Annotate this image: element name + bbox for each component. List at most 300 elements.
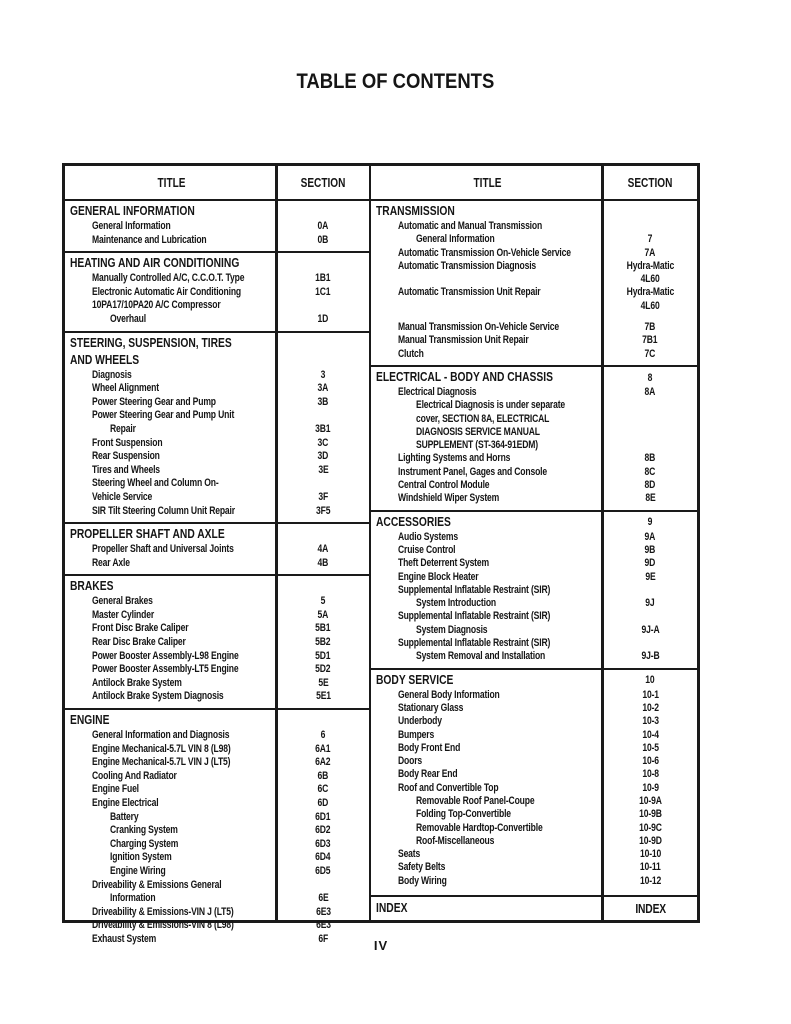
entry-title-cell <box>65 382 278 396</box>
entry-section-code: 3B1 <box>315 422 331 435</box>
entry-section-code: 10-8 <box>641 768 659 781</box>
entry-section-cell <box>278 543 370 557</box>
entry-title: Removable Hardtop-Convertible <box>416 821 543 834</box>
section-heading-line <box>70 203 278 220</box>
entry-title-cell <box>371 650 604 663</box>
entry-title-cell <box>65 770 278 784</box>
entry-section-code: 6D <box>317 797 329 809</box>
entry-section-code: 7C <box>644 347 656 360</box>
toc-entry-row <box>371 597 697 610</box>
entry-title: Rear Disc Brake Caliper <box>92 636 186 649</box>
entry-section-code: 10-12 <box>639 874 661 887</box>
entry-title-cell <box>371 715 604 728</box>
entry-title-cell <box>65 450 278 464</box>
entry-title-cell <box>65 313 278 327</box>
toc-entry-row <box>371 650 697 663</box>
entry-title-cell <box>371 571 604 584</box>
section-heading: GENERAL INFORMATION <box>70 203 195 218</box>
toc-entry-row <box>65 650 369 664</box>
entry-section-code: 4A <box>317 543 329 556</box>
entry-section-code: 6E3 <box>315 919 331 932</box>
entry-title: Front Disc Brake Caliper <box>92 622 189 635</box>
entry-section-cell <box>278 557 370 571</box>
toc-entry-row <box>371 624 697 637</box>
entry-section-cell <box>604 399 698 412</box>
toc-entry-row <box>371 729 697 742</box>
entry-title-cell <box>371 584 604 597</box>
entry-title-cell <box>65 491 278 505</box>
entry-section-cell <box>278 396 370 410</box>
entry-title: Roof-Miscellaneous <box>416 834 495 847</box>
entry-section-cell <box>278 609 370 623</box>
entry-section-code: 8A <box>644 385 656 398</box>
entry-title-cell <box>371 334 604 347</box>
toc-entry-row <box>65 396 369 410</box>
section-heading: AND WHEELS <box>70 351 140 367</box>
entry-title-cell <box>65 663 278 677</box>
toc-entry-row <box>371 875 697 888</box>
section-heading-code-cell <box>604 516 698 530</box>
entry-title: Engine Mechanical-5.7L VIN J (LT5) <box>92 756 231 769</box>
entry-section-code: 10-9C <box>638 821 662 834</box>
entry-title: Safety Belts <box>398 861 446 874</box>
entry-title-cell <box>65 650 278 664</box>
entry-title-cell <box>371 452 604 465</box>
toc-entry-row <box>371 220 697 233</box>
entry-title: Automatic Transmission Diagnosis <box>398 259 537 272</box>
entry-title: Cooling And Radiator <box>92 769 177 782</box>
toc-entry-row <box>371 689 697 702</box>
right-column-header-row <box>371 166 697 201</box>
toc-entry-row <box>371 848 697 861</box>
entry-title: General Brakes <box>92 595 153 608</box>
section-heading-cell <box>65 526 278 543</box>
entry-title-cell <box>65 919 278 933</box>
entry-section-code: 3B <box>317 395 329 408</box>
entry-section-cell <box>604 273 698 286</box>
entry-title: System Diagnosis <box>416 623 488 636</box>
entry-title: Seats <box>398 848 421 861</box>
toc-entry-row <box>371 835 697 848</box>
entry-title: General Information <box>416 233 495 246</box>
toc-entry-row <box>65 663 369 677</box>
toc-entry-row <box>65 543 369 557</box>
entry-section-cell <box>278 477 370 491</box>
left-section-header-cell <box>278 176 370 190</box>
entry-title-cell <box>65 783 278 797</box>
entry-title: Electrical Diagnosis <box>398 385 477 398</box>
entry-title-cell <box>65 543 278 557</box>
entry-section-cell <box>604 321 698 334</box>
section-heading-line <box>70 712 278 729</box>
entry-title: SIR Tilt Steering Column Unit Repair <box>92 504 235 517</box>
section-header: SECTION <box>627 175 673 190</box>
entry-title-cell <box>371 702 604 715</box>
entry-section-code: 3D <box>317 450 329 463</box>
entry-section-code: 5D2 <box>315 663 331 676</box>
entry-title: Engine Block Heater <box>398 570 479 583</box>
entry-title: Supplemental Inflatable Restraint (SIR) <box>398 637 551 650</box>
entry-title-cell <box>65 409 278 423</box>
entry-title-cell <box>371 479 604 492</box>
entry-title: Instrument Panel, Gages and Console <box>398 465 548 478</box>
section-block <box>371 512 697 670</box>
section-heading-code-cell <box>604 372 698 386</box>
section-block <box>65 524 369 576</box>
entry-title-cell <box>371 795 604 808</box>
entry-section-cell <box>278 423 370 437</box>
entry-section-cell <box>278 690 370 704</box>
entry-section-cell <box>604 861 698 874</box>
entry-title: Charging System <box>110 837 179 850</box>
entry-section-cell <box>278 783 370 797</box>
entry-title-cell <box>65 595 278 609</box>
entry-section-code: 10-3 <box>641 715 659 728</box>
toc-entry-row <box>371 321 697 334</box>
title-header: TITLE <box>157 175 186 190</box>
entry-section-code: 6B <box>317 769 329 782</box>
entry-title-cell <box>371 544 604 557</box>
section-heading: INDEX <box>376 900 408 915</box>
entry-section-cell <box>604 715 698 728</box>
toc-entry-row <box>371 795 697 808</box>
entry-title: Manually Controlled A/C, C.C.O.T. Type <box>92 272 245 285</box>
entry-section-cell <box>278 838 370 852</box>
entry-title: Information <box>110 892 156 905</box>
section-heading-line <box>70 335 278 352</box>
entry-title: Body Front End <box>398 741 461 754</box>
section-block <box>65 201 369 253</box>
entry-section-cell <box>604 835 698 848</box>
entry-section-code: 6F <box>318 932 329 945</box>
entry-title-cell <box>371 808 604 821</box>
toc-entry-row <box>65 879 369 893</box>
entry-section-cell <box>604 729 698 742</box>
entry-section-code: 10-9 <box>641 781 659 794</box>
entry-section-code: 6D4 <box>315 851 331 864</box>
section-heading-row <box>65 526 369 543</box>
entry-section-cell <box>604 822 698 835</box>
entry-section-code: 9B <box>644 543 656 556</box>
entry-title-cell <box>65 892 278 906</box>
entry-title-cell <box>371 466 604 479</box>
toc-entry-row <box>65 865 369 879</box>
entry-section-code: 7B <box>644 321 656 334</box>
section-heading: ENGINE <box>70 712 110 728</box>
section-heading-cell <box>65 255 278 272</box>
toc-entry-row <box>371 610 697 623</box>
entry-title-cell <box>371 260 604 273</box>
entry-section-code: 5A <box>317 608 329 621</box>
section-heading-cell <box>371 203 604 220</box>
section-heading-line <box>70 352 278 369</box>
entry-section-code: 7 <box>647 233 653 246</box>
entry-title-cell <box>371 822 604 835</box>
section-heading-code-cell <box>278 715 370 729</box>
section-heading-code-cell <box>604 902 698 917</box>
entry-title-cell <box>371 689 604 702</box>
toc-entry-row <box>65 491 369 505</box>
section-heading-row <box>65 578 369 595</box>
entry-section-code: 9J-B <box>641 650 660 663</box>
entry-title-cell <box>371 386 604 399</box>
entry-title-cell <box>65 622 278 636</box>
entry-title: Roof and Convertible Top <box>398 781 499 794</box>
section-heading-cell <box>371 514 604 531</box>
entry-section-code: 10-11 <box>639 861 661 874</box>
entry-section-cell <box>278 272 370 286</box>
entry-section-code: 1B1 <box>315 272 331 285</box>
section-heading: STEERING, SUSPENSION, TIRES <box>70 334 232 350</box>
entry-section-cell <box>278 369 370 383</box>
toc-entry-row <box>65 299 369 313</box>
section-heading: ELECTRICAL - BODY AND CHASSIS <box>376 368 553 384</box>
entry-section-cell <box>604 795 698 808</box>
entry-section-code: 6D1 <box>315 810 331 823</box>
entry-title-cell <box>371 875 604 888</box>
toc-entry-row <box>65 382 369 396</box>
entry-title: Exhaust System <box>92 932 157 945</box>
entry-title-cell <box>65 811 278 825</box>
section-heading: HEATING AND AIR CONDITIONING <box>70 255 240 271</box>
entry-title-cell <box>65 636 278 650</box>
entry-title: System Introduction <box>416 597 496 610</box>
entry-section-code: 5E <box>318 676 329 689</box>
entry-title: Repair <box>110 422 136 435</box>
entry-section-code: 9D <box>644 557 656 570</box>
entry-title: Supplemental Inflatable Restraint (SIR) <box>398 583 551 596</box>
entry-section-cell <box>278 851 370 865</box>
entry-section-code: 8E <box>645 492 656 505</box>
entry-title-cell <box>371 848 604 861</box>
entry-title-cell <box>371 637 604 650</box>
entry-title: Power Booster Assembly-L98 Engine <box>92 649 239 662</box>
entry-section-code: 10-6 <box>641 755 659 768</box>
toc-entry-row <box>65 906 369 920</box>
entry-title-cell <box>371 426 604 439</box>
toc-entry-row <box>65 824 369 838</box>
entry-section-cell <box>604 597 698 610</box>
entry-title: Body Wiring <box>398 874 447 887</box>
section-heading-row <box>65 335 369 369</box>
toc-entry-row <box>371 247 697 260</box>
entry-section-cell <box>604 233 698 246</box>
section-heading-line <box>376 672 604 689</box>
entry-section-code: 0A <box>317 220 329 232</box>
section-heading-cell <box>371 900 604 917</box>
entry-section-cell <box>604 386 698 399</box>
entry-section-cell <box>278 409 370 423</box>
entry-title-cell <box>65 743 278 757</box>
section-heading-line <box>70 255 278 272</box>
section-heading-code-cell <box>278 582 370 596</box>
entry-title: Cruise Control <box>398 543 456 556</box>
entry-title: DIAGNOSIS SERVICE MANUAL <box>416 425 540 438</box>
section-heading-code-cell <box>278 355 370 369</box>
toc-entry-row <box>65 797 369 811</box>
entry-title: Electrical Diagnosis is under separate <box>416 399 566 412</box>
section-block <box>65 253 369 332</box>
entry-section-code: 6D2 <box>315 824 331 837</box>
entry-section-code: 8B <box>644 452 656 465</box>
entry-title: Power Booster Assembly-LT5 Engine <box>92 663 239 676</box>
entry-title-cell <box>65 824 278 838</box>
toc-entry-row <box>65 838 369 852</box>
section-heading-cell <box>65 578 278 595</box>
entry-section-cell <box>604 466 698 479</box>
entry-title: Stationary Glass <box>398 701 464 714</box>
entry-title: Battery <box>110 810 139 823</box>
toc-entry-row <box>65 743 369 757</box>
section-heading-line <box>376 900 604 917</box>
toc-entry-row <box>65 690 369 704</box>
entry-title: Removable Roof Panel-Coupe <box>416 794 535 807</box>
section-heading-code-cell <box>278 206 370 220</box>
entry-section-code: Hydra-Matic <box>626 286 674 299</box>
entry-title: Folding Top-Convertible <box>416 808 511 821</box>
entry-title-cell <box>371 755 604 768</box>
entry-section-code: 5B1 <box>315 622 331 635</box>
entry-title-cell <box>371 624 604 637</box>
entry-section-cell <box>278 743 370 757</box>
section-heading-row <box>371 672 697 689</box>
entry-title-cell <box>371 321 604 334</box>
entry-section-code: 4L60 <box>640 273 660 286</box>
entry-section-code: 4B <box>317 556 329 569</box>
entry-title: Bumpers <box>398 728 435 741</box>
section-heading: PROPELLER SHAFT AND AXLE <box>70 526 225 542</box>
toc-entry-row <box>371 260 697 273</box>
page-title <box>0 70 791 94</box>
toc-entry-row <box>371 479 697 492</box>
entry-section-cell <box>278 313 370 327</box>
entry-title: Driveability & Emissions-VIN J (LT5) <box>92 905 234 918</box>
section-heading-line <box>376 369 604 386</box>
entry-section-code: 10-9A <box>638 794 662 807</box>
left-column-header-row <box>65 166 369 201</box>
entry-title-cell <box>65 286 278 300</box>
entry-section-code: 3A <box>317 382 329 395</box>
entry-section-cell <box>604 439 698 452</box>
entry-section-cell <box>278 382 370 396</box>
entry-title-cell <box>371 399 604 412</box>
toc-entry-row <box>371 300 697 313</box>
entry-section-code: 9A <box>644 530 656 543</box>
entry-section-code: 1D <box>317 312 329 325</box>
toc-entry-row <box>65 450 369 464</box>
entry-title: Ignition System <box>110 851 172 864</box>
section-heading-code-cell <box>278 530 370 544</box>
entry-title-cell <box>371 413 604 426</box>
entry-title: General Information and Diagnosis <box>92 729 230 742</box>
entry-title-cell <box>65 609 278 623</box>
entry-section-cell <box>604 848 698 861</box>
toc-entry-row <box>371 557 697 570</box>
entry-section-code: 3E <box>318 463 329 476</box>
entry-title-cell <box>65 690 278 704</box>
entry-section-cell <box>278 286 370 300</box>
entry-title-cell <box>65 879 278 893</box>
entry-title-cell <box>65 437 278 451</box>
section-heading-code-cell <box>278 259 370 273</box>
entry-section-code: 6C <box>317 783 329 796</box>
section-heading-code-cell <box>604 207 698 220</box>
entry-title-cell <box>65 865 278 879</box>
entry-title-cell <box>371 273 604 286</box>
toc-entry-row <box>65 286 369 300</box>
entry-title-cell <box>371 531 604 544</box>
section-heading-code: INDEX <box>634 901 666 916</box>
toc-entry-row <box>65 609 369 623</box>
section-heading-row <box>65 255 369 272</box>
entry-section-cell <box>604 452 698 465</box>
entry-section-cell <box>278 234 370 248</box>
section-heading-row <box>371 900 697 917</box>
section-header: SECTION <box>300 175 346 190</box>
section-heading-line <box>70 526 278 543</box>
toc-entry-row <box>65 369 369 383</box>
entry-title: Power Steering Gear and Pump Unit <box>92 409 235 422</box>
toc-entry-row <box>65 892 369 906</box>
toc-entry-row <box>371 386 697 399</box>
entry-title-cell <box>65 505 278 519</box>
toc-entry-row <box>371 413 697 426</box>
section-block <box>371 367 697 512</box>
entry-section-cell <box>278 865 370 879</box>
entry-section-code: 1C1 <box>315 285 331 298</box>
entry-section-code: 10-9B <box>638 808 662 821</box>
right-section-header-cell <box>604 176 698 190</box>
section-heading-cell <box>65 712 278 729</box>
section-heading-line <box>376 514 604 531</box>
entry-section-cell <box>604 610 698 623</box>
entry-title-cell <box>65 677 278 691</box>
toc-entry-row <box>65 783 369 797</box>
entry-title: Doors <box>398 755 423 768</box>
entry-section-cell <box>604 220 698 233</box>
entry-section-cell <box>278 824 370 838</box>
entry-title: General Information <box>92 220 171 232</box>
toc-entry-row <box>65 677 369 691</box>
entry-title-cell <box>371 247 604 260</box>
section-block <box>371 670 697 897</box>
entry-section-code: 10-4 <box>641 728 659 741</box>
entry-section-cell <box>278 879 370 893</box>
entry-title: 10PA17/10PA20 A/C Compressor <box>92 299 221 312</box>
entry-section-code: 10-2 <box>641 701 659 714</box>
toc-entry-row <box>65 557 369 571</box>
entry-section-cell <box>604 875 698 888</box>
entry-title-cell <box>371 782 604 795</box>
section-heading-line <box>376 203 604 220</box>
toc-entry-row <box>65 220 369 234</box>
toc-entry-row <box>371 571 697 584</box>
entry-title: SUPPLEMENT (ST-364-91EDM) <box>416 439 538 452</box>
toc-entry-row <box>371 822 697 835</box>
entry-section-code: 10-5 <box>641 741 659 754</box>
entry-title: Engine Fuel <box>92 783 139 796</box>
entry-title: Supplemental Inflatable Restraint (SIR) <box>398 610 551 623</box>
entry-section-cell <box>604 742 698 755</box>
entry-section-code: 8D <box>644 479 656 492</box>
entry-title-cell <box>65 464 278 478</box>
entry-section-cell <box>604 247 698 260</box>
entry-section-code: 4L60 <box>640 299 660 312</box>
entry-title: Diagnosis <box>92 368 132 381</box>
toc-entry-row <box>371 544 697 557</box>
section-block <box>371 201 697 367</box>
entry-section-cell <box>604 624 698 637</box>
